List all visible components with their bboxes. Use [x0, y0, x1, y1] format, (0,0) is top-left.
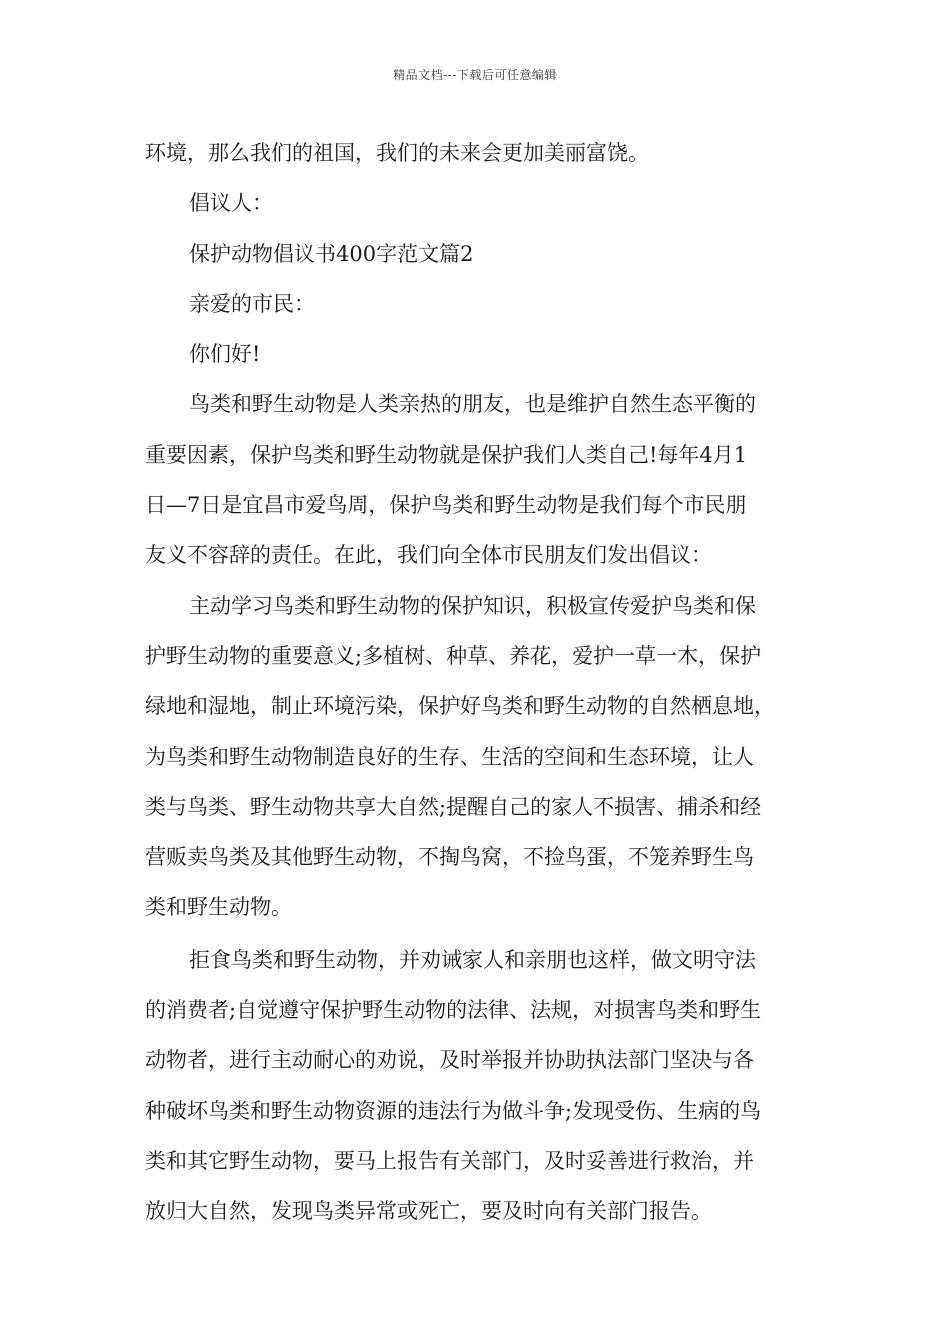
greeting: 你们好! [189, 342, 261, 367]
text-line: 重要因素，保护鸟类和野生动物就是保护我们人类自己!每年4月1 [145, 442, 748, 467]
text-line: 类与鸟类、野生动物共享大自然;提醒自己的家人不损害、捕杀和经 [145, 794, 762, 819]
text-line: 环境，那么我们的祖国，我们的未来会更加美丽富饶。 [145, 141, 649, 165]
text-line: 日—7日是宜昌市爱鸟周，保护鸟类和野生动物是我们每个市民朋 [145, 493, 747, 518]
salutation: 亲爱的市民： [189, 291, 315, 316]
text-line: 护野生动物的重要意义;多植树、种草、养花，爱护一草一木，保护 [145, 643, 762, 668]
text-line: 绿地和湿地，制止环境污染，保护好鸟类和野生动物的自然栖息地， [145, 694, 775, 719]
text-line: 为鸟类和野生动物制造良好的生存、生活的空间和生态环境，让人 [145, 744, 754, 769]
text-line: 动物者，进行主动耐心的劝说，及时举报并协助执法部门坚决与各 [145, 1048, 754, 1073]
page-header: 精品文档---下载后可任意编辑 [393, 68, 557, 82]
text-line: 类和其它野生动物，要马上报告有关部门，及时妥善进行救治，并 [145, 1148, 754, 1173]
text-line: 营贩卖鸟类及其他野生动物，不掏鸟窝，不捡鸟蛋，不笼养野生鸟 [145, 845, 754, 870]
text-line: 种破坏鸟类和野生动物资源的违法行为做斗争;发现受伤、生病的鸟 [145, 1098, 762, 1123]
text-line: 鸟类和野生动物是人类亲热的朋友，也是维护自然生态平衡的 [189, 392, 756, 417]
section-title: 保护动物倡议书400字范文篇2 [189, 241, 474, 266]
text-line: 的消费者;自觉遵守保护野生动物的法律、法规，对损害鸟类和野生 [145, 998, 762, 1023]
text-line: 拒食鸟类和野生动物，并劝诫家人和亲朋也这样，做文明守法 [189, 947, 756, 972]
text-line: 类和野生动物。 [145, 895, 292, 920]
text-line: 主动学习鸟类和野生动物的保护知识，积极宣传爱护鸟类和保 [189, 593, 756, 618]
document-body [145, 128, 825, 1237]
text-line: 友义不容辞的责任。在此，我们向全体市民朋友们发出倡议： [145, 543, 712, 568]
signature-label: 倡议人： [189, 191, 273, 216]
text-line: 放归大自然，发现鸟类异常或死亡，要及时向有关部门报告。 [145, 1199, 712, 1224]
